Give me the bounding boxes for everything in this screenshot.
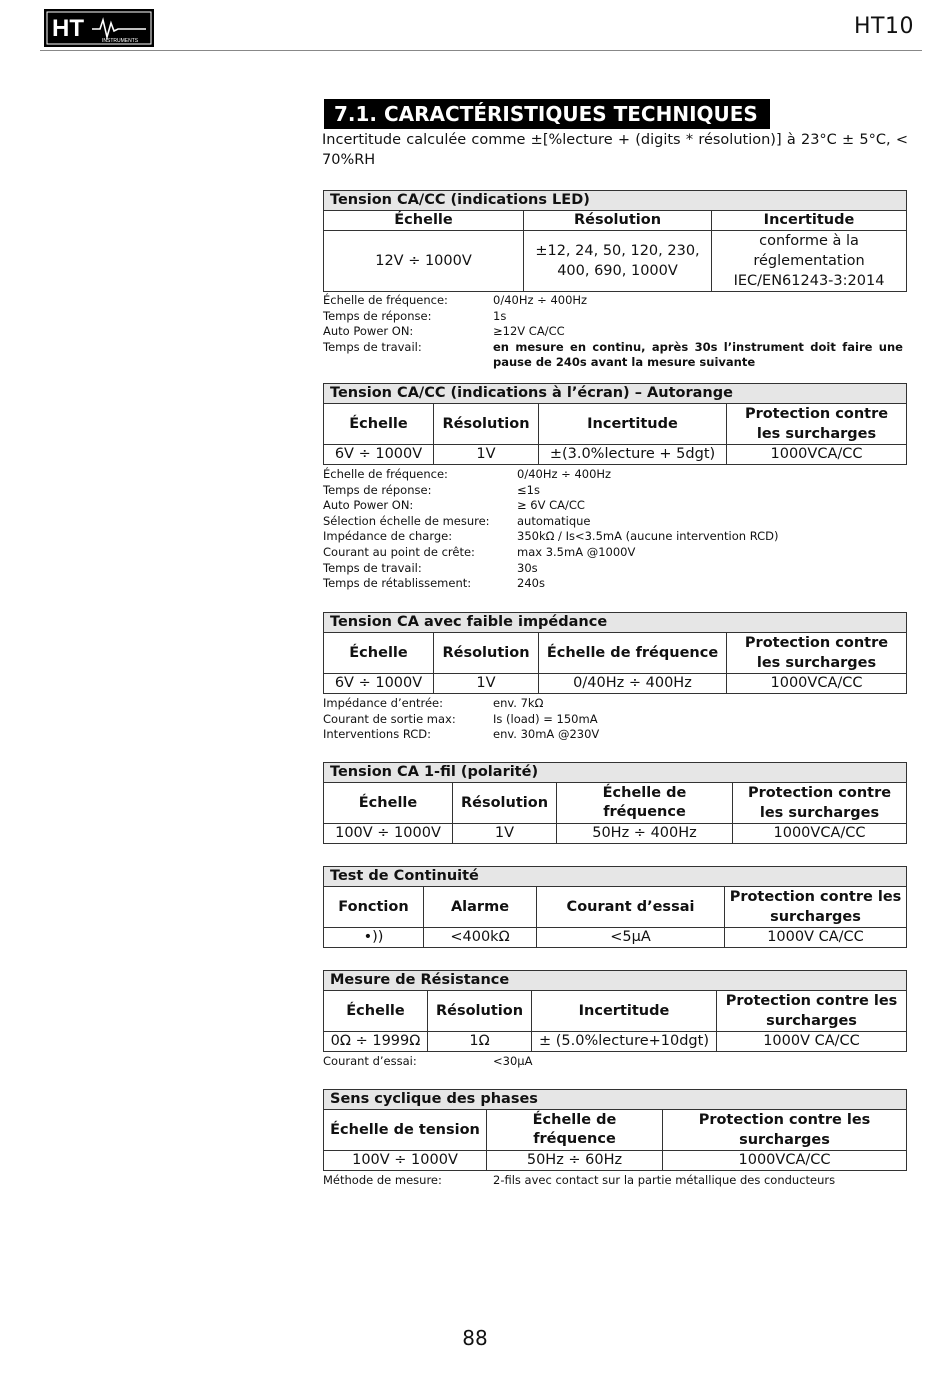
col-header: Alarme: [424, 887, 537, 928]
notes-t3: [323, 696, 903, 743]
note-label: Auto Power ON:: [323, 498, 414, 513]
note-value: 0/40Hz ÷ 400Hz: [493, 293, 588, 307]
table-cell: 1000VCA/CC: [727, 674, 907, 694]
table-cell: 1Ω: [428, 1032, 532, 1052]
note-label: Interventions RCD:: [323, 727, 432, 742]
table-cell: 0Ω ÷ 1999Ω: [324, 1032, 428, 1052]
col-header: Résolution: [524, 211, 712, 231]
note-label: Temps de réponse:: [323, 308, 432, 323]
col-header: Protection contre les surcharges: [663, 1110, 907, 1151]
col-header: Échelle de fréquence: [487, 1110, 663, 1151]
table-cell: conforme à la réglementation IEC/EN61243-3:2014: [712, 231, 907, 292]
note-label: Méthode de mesure:: [323, 1173, 442, 1187]
table-cell: 1000V CA/CC: [725, 928, 907, 948]
note-value: automatique: [517, 513, 591, 528]
note-label: Impédance d’entrée:: [323, 696, 443, 710]
note-value: 30s: [517, 560, 538, 575]
ht-instruments-logo: [44, 9, 154, 47]
table-cell: 6V ÷ 1000V: [324, 674, 434, 694]
table-cell: 1000V CA/CC: [717, 1032, 907, 1052]
intro-text: Incertitude calculée comme ±[%lecture + (digits * résolution)] à 23°C ± 5°C, < 70%RH: [322, 132, 908, 168]
col-header: Protection contre les surcharges: [725, 887, 907, 928]
col-header: Protection contre les surcharges: [733, 783, 907, 824]
table-resistance: [323, 970, 907, 1052]
note-value: <30μA: [493, 1054, 533, 1068]
note-value: env. 7kΩ: [493, 696, 544, 710]
table-title: Test de Continuité: [324, 867, 907, 887]
note-value: 0/40Hz ÷ 400Hz: [517, 467, 612, 481]
table-cell: 0/40Hz ÷ 400Hz: [539, 674, 727, 694]
table-cell: 50Hz ÷ 60Hz: [487, 1151, 663, 1171]
note-label: Sélection échelle de mesure:: [323, 513, 490, 528]
table-single-wire: [323, 762, 907, 844]
table-cell: 1V: [434, 674, 539, 694]
table-title: Sens cyclique des phases: [324, 1090, 907, 1110]
note-value: 2-fils avec contact sur la partie métallique des conducteurs: [493, 1173, 836, 1187]
note-label: Échelle de fréquence:: [323, 467, 448, 481]
table-cell: 1000VCA/CC: [727, 445, 907, 465]
col-header: Échelle de fréquence: [557, 783, 733, 824]
col-header: Incertitude: [712, 211, 907, 231]
table-low-impedance: [323, 612, 907, 694]
table-cell: 1V: [434, 445, 539, 465]
note-value: 350kΩ / Is<3.5mA (aucune intervention RCD): [517, 529, 779, 544]
col-header: Fonction: [324, 887, 424, 928]
col-header: Échelle: [324, 404, 434, 445]
table-cell: 100V ÷ 1000V: [324, 1151, 487, 1171]
table-cell: 100V ÷ 1000V: [324, 824, 453, 844]
col-header: Échelle de tension: [324, 1110, 487, 1151]
table-cell: ± (5.0%lecture+10dgt): [532, 1032, 717, 1052]
note-value: env. 30mA @230V: [493, 727, 600, 742]
table-title: Tension CA avec faible impédance: [324, 613, 907, 633]
note-label: Temps de réponse:: [323, 482, 432, 497]
col-header: Protection contre les surcharges: [717, 991, 907, 1032]
table-cell: 1V: [453, 824, 557, 844]
header-divider: [40, 50, 922, 51]
note-value: Is (load) = 150mA: [493, 711, 598, 726]
note-value: ≥ 6V CA/CC: [517, 498, 585, 513]
note-value: 240s: [517, 576, 545, 591]
table-led-voltage: [323, 190, 907, 292]
table-cell: 12V ÷ 1000V: [324, 231, 524, 292]
note-label: Courant d’essai:: [323, 1054, 417, 1068]
svg-text:HT: HT: [52, 15, 84, 42]
note-label: Courant au point de crête:: [323, 544, 475, 559]
col-header: Échelle: [324, 783, 453, 824]
col-header: Incertitude: [532, 991, 717, 1032]
table-cell: 1000VCA/CC: [663, 1151, 907, 1171]
note-value: ≤1s: [517, 482, 540, 497]
note-label: Impédance de charge:: [323, 529, 453, 544]
note-label: Auto Power ON:: [323, 324, 414, 339]
notes-t7: [323, 1173, 903, 1189]
col-header: Résolution: [434, 404, 539, 445]
note-label: Temps de travail:: [323, 339, 422, 354]
note-label: Temps de travail:: [323, 560, 422, 575]
col-header: Résolution: [453, 783, 557, 824]
section-title: 7.1. CARACTÉRISTIQUES TECHNIQUES: [324, 99, 770, 129]
page-number: 88: [462, 1326, 488, 1350]
col-header: Échelle de fréquence: [539, 633, 727, 674]
table-cell: <5μA: [537, 928, 725, 948]
note-value: max 3.5mA @1000V: [517, 544, 636, 559]
table-title: Tension CA 1-fil (polarité): [324, 763, 907, 783]
col-header: Résolution: [434, 633, 539, 674]
table-title: Tension CA/CC (indications à l’écran) – Autorange: [324, 384, 907, 404]
col-header: Échelle: [324, 211, 524, 231]
notes-t2: [323, 467, 903, 592]
table-phase-rotation: [323, 1089, 907, 1171]
note-label: Courant de sortie max:: [323, 711, 456, 726]
table-cell: ±12, 24, 50, 120, 230, 400, 690, 1000V: [524, 231, 712, 292]
model-name: HT10: [854, 14, 914, 39]
table-cell: 6V ÷ 1000V: [324, 445, 434, 465]
note-value: en mesure en continu, après 30s l’instrument doit faire une pause de 240s avant la mesure suivante: [493, 339, 903, 370]
table-cell: 1000VCA/CC: [733, 824, 907, 844]
col-header: Incertitude: [539, 404, 727, 445]
notes-t1: [323, 293, 903, 371]
note-label: Échelle de fréquence:: [323, 293, 448, 307]
buzzer-icon: •)): [324, 928, 424, 948]
col-header: Protection contre les surcharges: [727, 404, 907, 445]
col-header: Échelle: [324, 633, 434, 674]
table-title: Tension CA/CC (indications LED): [324, 191, 907, 211]
table-cell: <400kΩ: [424, 928, 537, 948]
svg-text:INSTRUMENTS: INSTRUMENTS: [102, 38, 139, 44]
col-header: Échelle: [324, 991, 428, 1032]
note-label: Temps de rétablissement:: [323, 576, 472, 591]
table-cell: ±(3.0%lecture + 5dgt): [539, 445, 727, 465]
note-value: ≥12V CA/CC: [493, 324, 565, 339]
col-header: Résolution: [428, 991, 532, 1032]
table-continuity: [323, 866, 907, 948]
note-value: 1s: [493, 308, 507, 323]
notes-t6: [323, 1054, 903, 1070]
col-header: Protection contre les surcharges: [727, 633, 907, 674]
col-header: Courant d’essai: [537, 887, 725, 928]
table-screen-voltage: [323, 383, 907, 465]
table-title: Mesure de Résistance: [324, 971, 907, 991]
table-cell: 50Hz ÷ 400Hz: [557, 824, 733, 844]
